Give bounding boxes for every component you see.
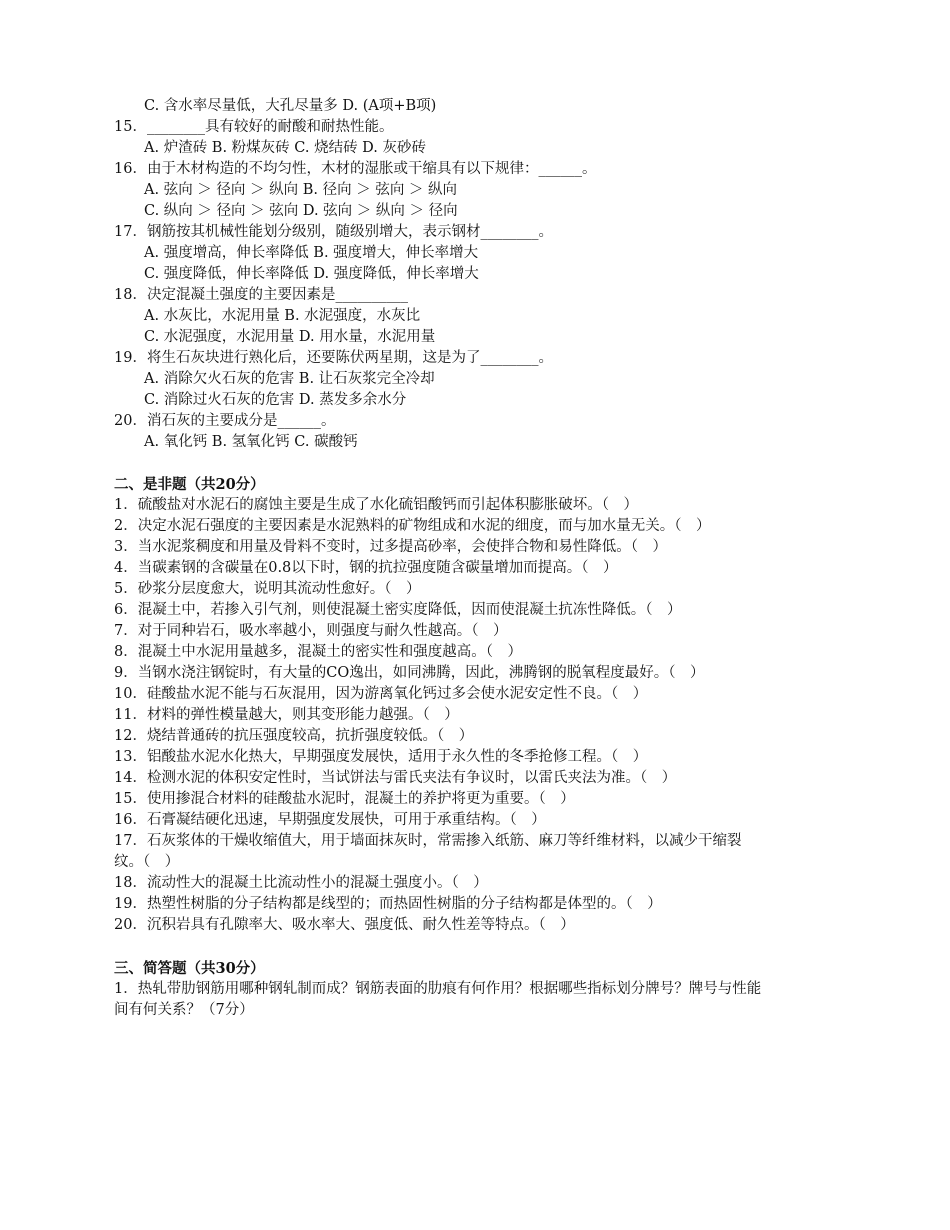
tf-item: 13．铝酸盐水泥水化热大，早期强度发展快，适用于永久性的冬季抢修工程。（ ） bbox=[114, 749, 648, 765]
option-line: C. 含水率尽量低，大孔尽量多 D. (A项+B项) bbox=[144, 98, 437, 114]
option-line: C. 水泥强度，水泥用量 D. 用水量，水泥用量 bbox=[144, 329, 436, 345]
option-line: A. 氧化钙 B. 氢氧化钙 C. 碳酸钙 bbox=[144, 434, 358, 450]
option-line: C. 强度降低，伸长率降低 D. 强度降低，伸长率增大 bbox=[144, 266, 479, 282]
tf-item: 14．检测水泥的体积安定性时，当试饼法与雷氏夹法有争议时，以雷氏夹法为准。（ ） bbox=[114, 770, 677, 786]
option-line: A. 消除欠火石灰的危害 B. 让石灰浆完全冷却 bbox=[144, 371, 435, 387]
true-false-section bbox=[114, 474, 854, 936]
tf-item: 20．沉积岩具有孔隙率大、吸水率大、强度低、耐久性差等特点。（ ） bbox=[114, 917, 575, 933]
short-answer-section bbox=[114, 958, 854, 1021]
tf-item: 16．石膏凝结硬化迅速，早期强度发展快，可用于承重结构。（ ） bbox=[114, 812, 546, 828]
tf-item: 12．烧结普通砖的抗压强度较高，抗折强度较低。（ ） bbox=[114, 728, 474, 744]
option-line: C. 消除过火石灰的危害 D. 蒸发多余水分 bbox=[144, 392, 407, 408]
tf-item: 18．流动性大的混凝土比流动性小的混凝土强度小。（ ） bbox=[114, 875, 488, 891]
option-line: A. 水灰比，水泥用量 B. 水泥强度，水灰比 bbox=[144, 308, 421, 324]
question-15: 15．________具有较好的耐酸和耐热性能。 bbox=[114, 119, 394, 135]
tf-item: 10．硅酸盐水泥不能与石灰混用，因为游离氧化钙过多会使水泥安定性不良。（ ） bbox=[114, 686, 648, 702]
sa-item: 1．热轧带肋钢筋用哪种钢轧制而成？钢筋表面的肋痕有何作用？根据哪些指标划分牌号？牌号与性能 bbox=[114, 981, 762, 997]
tf-item: 4．当碳素钢的含碳量在0.8以下时，钢的抗拉强度随含碳量增加而提高。（ ） bbox=[114, 560, 618, 576]
sa-item-continued: 间有何关系？（7分） bbox=[114, 1002, 254, 1018]
tf-item: 3．当水泥浆稠度和用量及骨料不变时，过多提高砂率，会使拌合物和易性降低。（ ） bbox=[114, 539, 667, 555]
tf-item: 17．石灰浆体的干燥收缩值大，用于墙面抹灰时，常需掺入纸筋、麻刀等纤维材料，以减少干缩裂 bbox=[114, 833, 742, 849]
option-line: C. 纵向 ＞ 径向 ＞ 弦向 D. 弦向 ＞ 纵向 ＞ 径向 bbox=[144, 203, 458, 219]
question-18: 18．决定混凝土强度的主要因素是__________ bbox=[114, 287, 408, 303]
option-line: A. 强度增高，伸长率降低 B. 强度增大，伸长率增大 bbox=[144, 245, 479, 261]
multiple-choice-section bbox=[114, 96, 854, 453]
question-16: 16．由于木材构造的不均匀性，木材的湿胀或干缩具有以下规律：______。 bbox=[114, 161, 597, 177]
tf-item: 6．混凝土中，若掺入引气剂，则使混凝土密实度降低，因而使混凝土抗冻性降低。（ ） bbox=[114, 602, 682, 618]
question-17: 17．钢筋按其机械性能划分级别，随级别增大，表示钢材________。 bbox=[114, 224, 553, 240]
tf-item: 9．当钢水浇注钢锭时，有大量的CO逸出，如同沸腾，因此，沸腾钢的脱氧程度最好。（ ） bbox=[114, 665, 705, 681]
tf-item: 1．硫酸盐对水泥石的腐蚀主要是生成了水化硫铝酸钙而引起体积膨胀破坏。（ ） bbox=[114, 497, 638, 513]
tf-item: 5．砂浆分层度愈大，说明其流动性愈好。（ ） bbox=[114, 581, 421, 597]
tf-item-continued: 纹。（ ） bbox=[114, 854, 180, 870]
section-title: 二、是非题（共20分） bbox=[114, 476, 265, 493]
option-line: A. 炉渣砖 B. 粉煤灰砖 C. 烧结砖 D. 灰砂砖 bbox=[144, 140, 427, 156]
tf-item: 2．决定水泥石强度的主要因素是水泥熟料的矿物组成和水泥的细度，而与加水量无关。（ ） bbox=[114, 518, 711, 534]
option-line: A. 弦向 ＞ 径向 ＞ 纵向 B. 径向 ＞ 弦向 ＞ 纵向 bbox=[144, 182, 458, 198]
tf-item: 19．热塑性树脂的分子结构都是线型的；而热固性树脂的分子结构都是体型的。（ ） bbox=[114, 896, 662, 912]
question-20: 20．消石灰的主要成分是______。 bbox=[114, 413, 336, 429]
tf-item: 8．混凝土中水泥用量越多，混凝土的密实性和强度越高。（ ） bbox=[114, 644, 522, 660]
tf-item: 11．材料的弹性模量越大，则其变形能力越强。（ ） bbox=[114, 707, 459, 723]
tf-item: 7．对于同种岩石，吸水率越小，则强度与耐久性越高。（ ） bbox=[114, 623, 508, 639]
section-title: 三、简答题（共30分） bbox=[114, 960, 265, 977]
question-19: 19．将生石灰块进行熟化后，还要陈伏两星期，这是为了________。 bbox=[114, 350, 553, 366]
tf-item: 15．使用掺混合材料的硅酸盐水泥时，混凝土的养护将更为重要。（ ） bbox=[114, 791, 575, 807]
